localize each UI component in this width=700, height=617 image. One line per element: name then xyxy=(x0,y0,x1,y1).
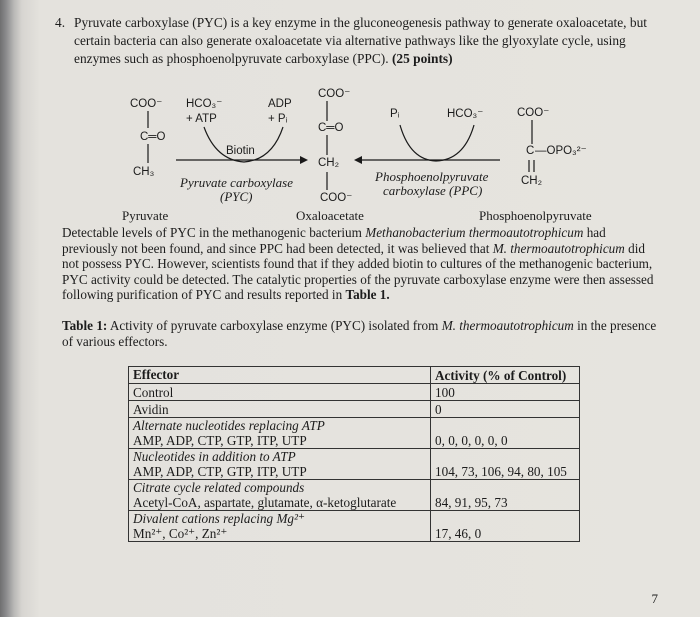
pep-carbon: C xyxy=(526,145,535,157)
table-header-row xyxy=(129,367,580,384)
table-row xyxy=(129,449,580,480)
effector-cell: Control xyxy=(129,384,431,401)
question-text: Pyruvate carboxylase (PYC) is a key enzyme in the gluconeogenesis pathway to generate oxaloacetate, but certain bacteria can also generate oxaloacetate via alternative pathways like the glyoxylate cycle, using enzymes such as phosphoenolpyruvate carboxylase (PPC). (25 points) xyxy=(74,15,647,66)
activity-cell: 0 xyxy=(431,401,580,418)
table-row xyxy=(129,401,580,418)
header-activity: Activity (% of Control) xyxy=(435,368,567,383)
pyruvate-name: Pyruvate xyxy=(122,208,169,223)
bicarbonate-2: HCO₃⁻ xyxy=(447,108,484,120)
oxaloacetate-bottom-coo: COO⁻ xyxy=(320,192,353,204)
biotin-label: Biotin xyxy=(226,145,255,157)
group-label: Citrate cycle related compounds xyxy=(133,480,305,495)
pep-name: Phosphoenolpyruvate xyxy=(479,208,592,223)
question-points: (25 points) xyxy=(391,51,453,66)
oxaloacetate-ch2: CH₂ xyxy=(318,157,340,169)
effector-cell: AMP, ADP, CTP, GTP, ITP, UTP xyxy=(133,433,307,448)
background-paragraph: Detectable levels of PYC in the methanogenic bacterium Methanobacterium thermoautotrophicum had previously not been found, and since PPC had been detected, it was believed that M. thermoautotrophicum did not possess PYC. However, scientists found that if they added biotin to cultures of the methanogenic bacterium, PYC activity could be detected. The catalytic properties of the pyruvate carboxylase enzyme were then assessed following purification of PYC and results reported in Table 1. xyxy=(62,225,654,303)
table-row xyxy=(129,384,580,401)
pyc-enzyme-abbr: (PYC) xyxy=(220,189,253,204)
group-label: Divalent cations replacing Mg²⁺ xyxy=(133,511,305,526)
question-number: 4. xyxy=(55,15,66,30)
header-effector: Effector xyxy=(133,367,180,382)
oxaloacetate-top-coo: COO⁻ xyxy=(318,88,351,100)
pi-label-2: Pᵢ xyxy=(390,108,400,120)
adp-label: ADP xyxy=(268,98,292,110)
pep-ch2: CH₂ xyxy=(521,175,543,187)
table-row xyxy=(129,480,580,511)
page-number: 7 xyxy=(651,591,658,606)
effector-cell: AMP, ADP, CTP, GTP, ITP, UTP xyxy=(133,464,307,479)
oxaloacetate-carbonyl: C═O xyxy=(318,122,344,134)
group-label: Alternate nucleotides replacing ATP xyxy=(133,418,325,433)
activity-cell: 17, 46, 0 xyxy=(431,511,580,542)
activity-cell: 84, 91, 95, 73 xyxy=(431,480,580,511)
table-caption: Table 1: Activity of pyruvate carboxylase enzyme (PYC) isolated from M. thermoautotrophicum in the presence of various effectors. xyxy=(62,318,657,349)
table-row xyxy=(129,511,580,542)
ppc-curved-arrow xyxy=(400,125,474,161)
pyc-enzyme-name: Pyruvate carboxylase xyxy=(180,175,293,190)
pep-phosphate: —OPO₃²⁻ xyxy=(535,145,587,157)
effector-cell: Avidin xyxy=(129,401,431,418)
effector-cell: Mn²⁺, Co²⁺, Zn²⁺ xyxy=(133,526,228,541)
pyc-arrowhead xyxy=(300,156,308,164)
oxaloacetate-name: Oxaloacetate xyxy=(296,208,364,223)
activity-table xyxy=(128,366,580,542)
group-label: Nucleotides in addition to ATP xyxy=(133,449,296,464)
pyruvate-ch3: CH₃ xyxy=(133,166,155,178)
pyruvate-coo: COO⁻ xyxy=(130,98,163,110)
ppc-arrowhead xyxy=(354,156,362,164)
pyruvate-carbonyl: C═O xyxy=(140,131,166,143)
ppc-enzyme-name: Phosphoenolpyruvate xyxy=(375,169,489,184)
pi-label-1: + Pᵢ xyxy=(268,113,288,125)
activity-cell: 0, 0, 0, 0, 0, 0 xyxy=(431,418,580,449)
effector-cell: Acetyl-CoA, aspartate, glutamate, α-ketoglutarate xyxy=(133,495,397,510)
pep-coo: COO⁻ xyxy=(517,107,550,119)
ppc-enzyme-abbr: carboxylase (PPC) xyxy=(383,183,483,198)
activity-cell: 100 xyxy=(431,384,580,401)
table-row xyxy=(129,418,580,449)
bicarbonate-1: HCO₃⁻ xyxy=(186,98,223,110)
activity-cell: 104, 73, 106, 94, 80, 105 xyxy=(431,449,580,480)
atp-label: + ATP xyxy=(186,113,217,125)
